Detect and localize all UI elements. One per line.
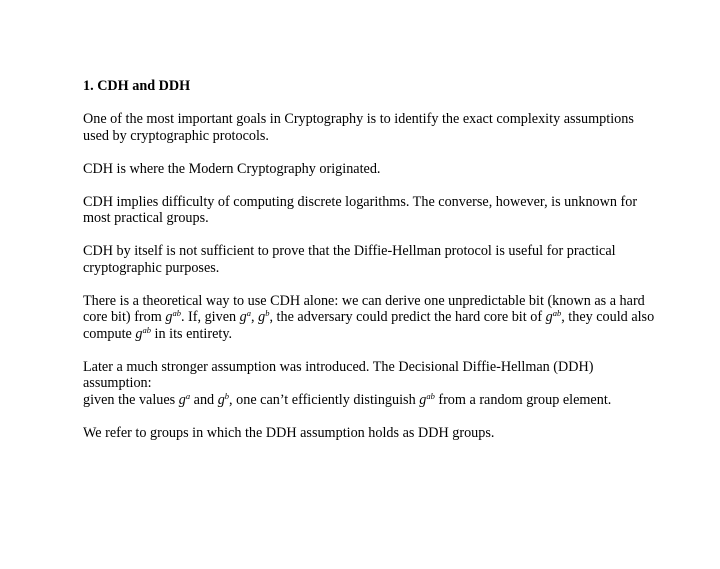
paragraph-origin [83, 161, 663, 178]
document-body [83, 78, 663, 458]
math-g: g [239, 309, 247, 325]
math-exponent: a [246, 308, 251, 318]
math-g: g [165, 309, 173, 325]
text-line: CDH by itself is not sufficient to prove that the Diffie-Hellman protocol is useful for practical [83, 243, 616, 259]
math-g: g [217, 391, 225, 408]
text-line: We refer to groups in which the DDH assumption holds as DDH groups. [83, 424, 495, 441]
text-segment: , one can’t efficiently distinguish [229, 391, 420, 408]
text-line [83, 309, 663, 326]
math-g: g [419, 391, 427, 408]
math-exponent: a [185, 390, 191, 401]
text-segment: , they could also [561, 309, 655, 325]
text-line: One of the most important goals in Cryptography is to identify the exact complexity assumptions [83, 111, 634, 127]
math-g: g [178, 391, 186, 408]
text-segment: compute [83, 325, 136, 342]
paragraph-ddh-assumption [83, 359, 663, 409]
text-line: There is a theoretical way to use CDH alone: we can derive one unpredictable bit (known as a hard [83, 292, 645, 309]
text-segment: from a random group element. [434, 391, 612, 408]
math-exponent: ab [172, 308, 181, 318]
text-segment: , the adversary could predict the hard core bit of [269, 309, 546, 325]
text-line: Later a much stronger assumption was introduced. The Decisional Diffie-Hellman (DDH) [83, 358, 594, 375]
text-segment: . If, given [180, 309, 240, 325]
paragraph-goals [83, 111, 663, 144]
section-heading: 1. CDH and DDH [83, 78, 191, 94]
math-exponent: b [265, 308, 270, 318]
text-line: most practical groups. [83, 210, 209, 226]
text-line: assumption: [83, 375, 152, 391]
math-g: g [135, 325, 143, 342]
text-line [83, 326, 663, 343]
text-line: used by cryptographic protocols. [83, 127, 269, 144]
math-exponent: ab [552, 308, 562, 318]
text-line: cryptographic purposes. [83, 259, 220, 276]
math-g: g [258, 309, 266, 325]
text-segment: , [251, 309, 259, 325]
text-segment: and [190, 391, 218, 408]
paragraph-hard-core-bit [83, 293, 663, 343]
math-exponent: ab [142, 324, 151, 335]
paragraph-discrete-log [83, 194, 663, 227]
paragraph-insufficient [83, 243, 663, 276]
text-segment: given the values [83, 391, 179, 408]
math-exponent: ab [426, 390, 435, 401]
paragraph-ddh-groups [83, 425, 663, 442]
math-g: g [545, 309, 553, 325]
text-line: CDH is where the Modern Cryptography originated. [83, 160, 381, 177]
text-segment: in its entirety. [151, 325, 233, 342]
text-line: CDH implies difficulty of computing discrete logarithms. The converse, however, is unknown for [83, 193, 638, 210]
math-exponent: b [224, 390, 230, 401]
text-line [83, 392, 663, 409]
text-segment: core bit) from [83, 309, 166, 325]
